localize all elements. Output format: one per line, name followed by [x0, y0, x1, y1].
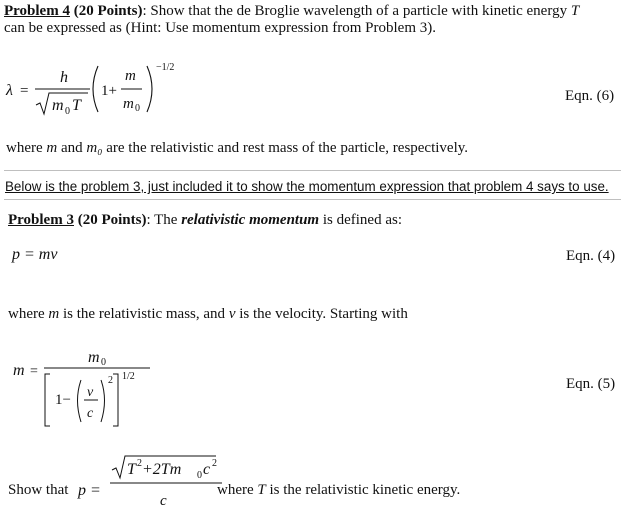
eqn6-sqrt-T: T [72, 97, 81, 114]
eqn5-bracket-left [45, 374, 50, 426]
problem3-term: relativistic momentum [181, 212, 320, 228]
p3-where-m: m [48, 306, 60, 322]
eqn5-m: m [13, 362, 25, 379]
final-root-c: c [203, 461, 211, 478]
problem3-title: Problem 3 [8, 212, 74, 228]
show-that-label: Show that [8, 482, 69, 498]
final-formula [76, 450, 226, 510]
where-rest: are the relativistic and rest mass of the particle, respectively. [102, 140, 469, 156]
eqn6-m0-sub: 0 [135, 103, 140, 114]
eqn6-one-plus: 1+ [101, 83, 117, 99]
eqn6-exponent: −1/2 [156, 62, 175, 73]
problem4-where [6, 139, 468, 157]
p3-where-mid: is the relativistic mass, and [59, 306, 229, 322]
final-trailing [217, 481, 460, 499]
eqn6-numerator-h: h [60, 69, 68, 86]
where-and: and [57, 140, 87, 156]
problem4-title: Problem 4 [4, 3, 70, 19]
eqn5-c: c [87, 406, 94, 421]
eqn5-one-minus: 1− [55, 392, 71, 408]
eqn5-equals: = [30, 364, 38, 379]
trailing-rest: is the relativistic kinetic energy. [265, 482, 461, 498]
final-root-sq2: 2 [212, 458, 217, 469]
eqn5-bracket-right [113, 374, 118, 426]
eqn5-v: v [87, 385, 94, 400]
where-m0: m₀ [86, 140, 103, 156]
eqn4-formula: p = mv [12, 246, 58, 263]
eqn6-sqrt-m: m [52, 97, 64, 114]
eqn5-numerator: m [88, 349, 100, 366]
eqn6-lambda: λ [6, 82, 13, 99]
trailing-T: T [257, 482, 266, 498]
divider-bottom [4, 199, 621, 200]
where-text: where [6, 140, 47, 156]
eqn6-m: m [125, 68, 136, 84]
problem3-points: (20 Points) [77, 212, 147, 228]
eqn5-exponent: 1/2 [122, 371, 135, 382]
eqn6-label: Eqn. (6) [565, 88, 615, 104]
p3-where-rest: is the velocity. Starting with [235, 306, 408, 322]
eqn4-label: Eqn. (4) [566, 248, 616, 264]
eqn6-formula [4, 58, 204, 128]
trailing-where: where [217, 482, 258, 498]
problem3-intro: : The [146, 212, 182, 228]
final-root-sq: 2 [137, 458, 142, 469]
problem4-var-T: T [570, 3, 580, 19]
final-root-T: T [127, 461, 136, 478]
eqn6-equals: = [20, 83, 29, 99]
p3-where-v: v [228, 306, 236, 322]
problem4-intro: : Show that the de Broglie wavelength of a particle with kinetic energy [142, 3, 571, 19]
where-m: m [46, 140, 58, 156]
problem4-line2: can be expressed as (Hint: Use momentum expression from Problem 3). [4, 20, 436, 36]
problem3-header [8, 211, 402, 229]
eqn5-paren-right [101, 380, 105, 422]
eqn6-m0: m [123, 96, 134, 112]
problem3-where [8, 305, 408, 323]
problem4-header [4, 2, 579, 20]
note-text: Below is the problem 3, just included it to show the momentum expression that problem 4 says to use. [5, 179, 609, 194]
eqn5-formula [10, 340, 180, 430]
divider-top [4, 170, 621, 171]
problem4-points: (20 Points) [73, 3, 143, 19]
eqn6-sqrt-sub: 0 [65, 106, 70, 117]
problem3-intro-end: is defined as: [319, 212, 403, 228]
final-root-sub: 0 [197, 470, 202, 481]
eqn5-label: Eqn. (5) [566, 376, 616, 392]
final-p: p = [78, 482, 101, 499]
eqn6-paren-left [93, 66, 98, 112]
eqn5-numerator-sub: 0 [101, 357, 106, 368]
final-denominator: c [160, 493, 167, 509]
eqn5-square: 2 [108, 375, 113, 386]
final-root-mid: +2Tm [142, 461, 182, 478]
eqn5-paren-left [78, 380, 82, 422]
p3-where-text: where [8, 306, 49, 322]
eqn6-paren-right [147, 66, 152, 112]
